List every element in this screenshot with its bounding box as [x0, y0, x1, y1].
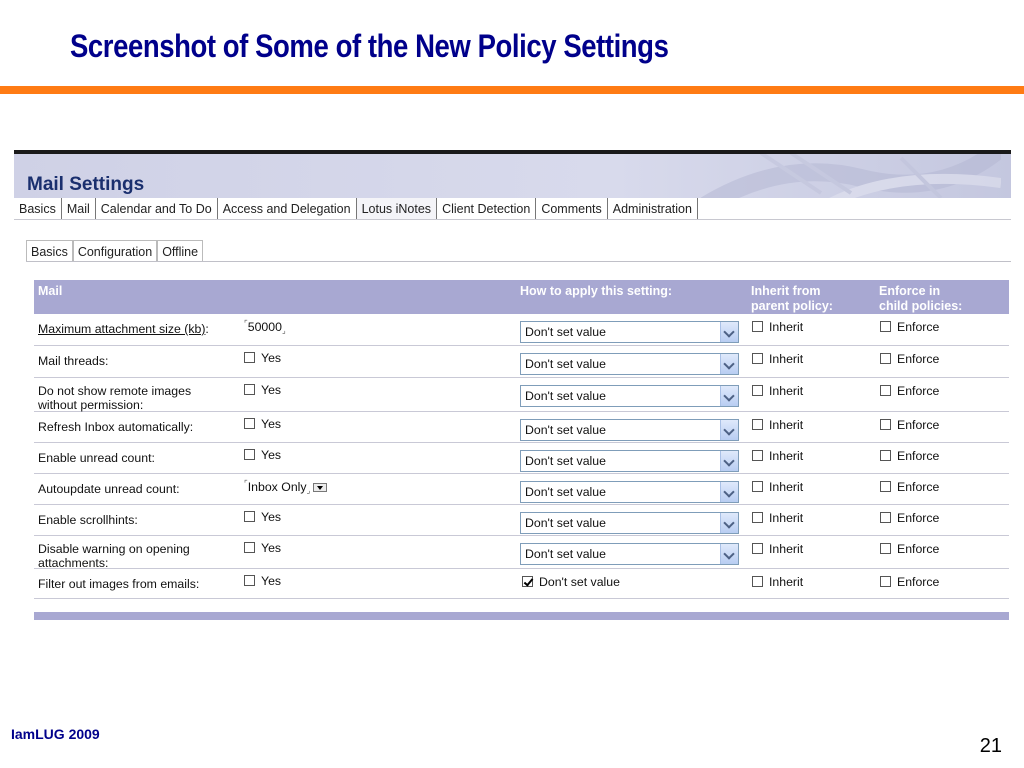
- setting-checkbox[interactable]: [244, 384, 255, 395]
- checkbox-box[interactable]: [752, 385, 763, 396]
- chevron-down-icon[interactable]: [720, 386, 738, 406]
- enforce-checkbox-label: Enforce: [897, 575, 940, 589]
- apply-setting-select[interactable]: [520, 385, 739, 407]
- checkbox-box[interactable]: [752, 353, 763, 364]
- enforce-checkbox[interactable]: [880, 480, 939, 494]
- tab-client-detection[interactable]: Client Detection: [437, 198, 536, 219]
- setting-value[interactable]: [244, 510, 281, 524]
- table-row: [34, 474, 1009, 505]
- subtab-basics[interactable]: Basics: [26, 240, 73, 262]
- setting-label-line1: Enable unread count:: [38, 451, 155, 465]
- enforce-checkbox-label: Enforce: [897, 542, 940, 556]
- apply-setting-select[interactable]: [520, 481, 739, 503]
- setting-label: [38, 482, 228, 496]
- checkbox-box[interactable]: [752, 481, 763, 492]
- inherit-checkbox[interactable]: [752, 449, 803, 463]
- header-inherit: [751, 284, 833, 314]
- window-banner: [14, 154, 1011, 198]
- apply-setting-selected-value: Don't set value: [525, 547, 606, 561]
- setting-label-line1: Disable warning on opening: [38, 542, 190, 556]
- table-row: [34, 346, 1009, 378]
- tab-basics[interactable]: Basics: [14, 198, 62, 219]
- inherit-checkbox[interactable]: [752, 320, 803, 334]
- inherit-checkbox[interactable]: [752, 418, 803, 432]
- enforce-checkbox-label: Enforce: [897, 511, 940, 525]
- enforce-checkbox[interactable]: [880, 384, 939, 398]
- checkbox-box[interactable]: [752, 512, 763, 523]
- setting-checkbox-label: Yes: [261, 510, 282, 524]
- apply-setting-select[interactable]: [520, 321, 739, 343]
- setting-checkbox[interactable]: [244, 511, 255, 522]
- setting-checkbox[interactable]: [244, 575, 255, 586]
- setting-label-line2: without permission:: [38, 398, 144, 412]
- setting-checkbox-label: Yes: [261, 574, 282, 588]
- setting-value[interactable]: [244, 383, 281, 397]
- enforce-checkbox[interactable]: [880, 575, 939, 589]
- setting-value[interactable]: [244, 574, 281, 588]
- checkbox-box[interactable]: [880, 576, 891, 587]
- field-open-bracket-icon: ⌜: [244, 479, 248, 488]
- header-enforce-line2: child policies:: [879, 299, 963, 313]
- checkbox-box[interactable]: [880, 353, 891, 364]
- setting-value[interactable]: [244, 351, 281, 365]
- setting-value[interactable]: [244, 448, 281, 462]
- header-section: Mail: [38, 284, 63, 298]
- apply-setting-selected-value: Don't set value: [525, 516, 606, 530]
- checkbox-box[interactable]: [880, 512, 891, 523]
- enforce-checkbox-label: Enforce: [897, 418, 940, 432]
- subtab-divider: [26, 261, 1011, 262]
- setting-checkbox-label: Yes: [261, 541, 282, 555]
- table-row: [34, 412, 1009, 443]
- table-row: [34, 443, 1009, 474]
- sub-tab-strip: [26, 240, 203, 262]
- checkbox-box[interactable]: [752, 576, 763, 587]
- subtab-configuration[interactable]: Configuration: [73, 240, 157, 262]
- inherit-checkbox-label: Inherit: [769, 418, 804, 432]
- tab-lotus-inotes[interactable]: Lotus iNotes: [357, 198, 437, 219]
- apply-setting-select[interactable]: [520, 512, 739, 534]
- enforce-checkbox[interactable]: [880, 542, 939, 556]
- inherit-checkbox[interactable]: [752, 352, 803, 366]
- field-close-bracket-icon: ⌟: [281, 326, 286, 335]
- setting-value[interactable]: [244, 417, 281, 431]
- setting-value[interactable]: [244, 319, 286, 335]
- checkbox-box[interactable]: [880, 419, 891, 430]
- apply-setting-selected-value: Don't set value: [525, 389, 606, 403]
- setting-text-value[interactable]: 50000: [247, 320, 282, 334]
- header-enforce: [879, 284, 962, 314]
- enforce-checkbox-label: Enforce: [897, 384, 940, 398]
- header-enforce-line1: Enforce in: [879, 284, 941, 298]
- table-row: [34, 505, 1009, 536]
- apply-setting-select[interactable]: [520, 353, 739, 375]
- setting-label-line1: Maximum attachment size (kb): [38, 322, 206, 336]
- setting-label-line1: Refresh Inbox automatically:: [38, 420, 194, 434]
- main-tab-strip: [14, 198, 1011, 220]
- table-row: [34, 536, 1009, 569]
- setting-label-line1: Do not show remote images: [38, 384, 192, 398]
- next-section-header: [34, 612, 1009, 620]
- chevron-down-icon[interactable]: [720, 322, 738, 342]
- chevron-down-icon[interactable]: [720, 513, 738, 533]
- chevron-down-icon[interactable]: [720, 420, 738, 440]
- enforce-checkbox[interactable]: [880, 449, 939, 463]
- footer-event: IamLUG 2009: [11, 726, 100, 742]
- checkbox-box[interactable]: [880, 321, 891, 332]
- apply-setting-selected-value: Don't set value: [525, 454, 606, 468]
- setting-checkbox[interactable]: [244, 418, 255, 429]
- checkbox-box[interactable]: [880, 543, 891, 554]
- title-rule: [0, 86, 1024, 94]
- header-apply: How to apply this setting:: [520, 284, 673, 298]
- checkbox-box[interactable]: [752, 543, 763, 554]
- setting-checkbox[interactable]: [244, 449, 255, 460]
- apply-setting-checkbox-label: Don't set value: [539, 575, 620, 589]
- table-row: [34, 314, 1009, 346]
- apply-setting-selected-value: Don't set value: [525, 423, 606, 437]
- enforce-checkbox-label: Enforce: [897, 352, 940, 366]
- setting-label-line1: Autoupdate unread count:: [38, 482, 180, 496]
- chevron-down-icon[interactable]: [720, 451, 738, 471]
- inherit-checkbox[interactable]: [752, 575, 803, 589]
- setting-label-line1: Enable scrollhints:: [38, 513, 138, 527]
- chevron-down-icon[interactable]: [720, 354, 738, 374]
- label-colon: :: [205, 322, 209, 336]
- banner-decoration-icon: [701, 154, 1001, 198]
- subtab-offline[interactable]: Offline: [157, 240, 203, 262]
- setting-label: [38, 322, 228, 336]
- table-header: [34, 280, 1009, 314]
- mail-settings-table: [34, 280, 1009, 599]
- table-body: [34, 314, 1009, 599]
- apply-setting-selected-value: Don't set value: [525, 485, 606, 499]
- setting-label: [38, 577, 228, 591]
- enforce-checkbox[interactable]: [880, 320, 939, 334]
- enforce-checkbox[interactable]: [880, 511, 939, 525]
- inherit-checkbox-label: Inherit: [769, 575, 804, 589]
- checkmark-icon[interactable]: [522, 576, 533, 587]
- setting-value[interactable]: [244, 479, 327, 495]
- checkbox-box[interactable]: [752, 321, 763, 332]
- tab-administration[interactable]: Administration: [608, 198, 698, 219]
- apply-setting-select[interactable]: [520, 543, 739, 565]
- apply-setting-select[interactable]: [520, 450, 739, 472]
- apply-setting-select[interactable]: [520, 419, 739, 441]
- inherit-checkbox-label: Inherit: [769, 511, 804, 525]
- enforce-checkbox[interactable]: [880, 352, 939, 366]
- inherit-checkbox-label: Inherit: [769, 480, 804, 494]
- inherit-checkbox-label: Inherit: [769, 384, 804, 398]
- setting-checkbox-label: Yes: [261, 383, 282, 397]
- checkbox-box[interactable]: [880, 385, 891, 396]
- apply-setting-checkbox[interactable]: [522, 575, 620, 589]
- field-open-bracket-icon: ⌜: [244, 319, 248, 328]
- chevron-down-icon[interactable]: [313, 483, 327, 492]
- field-close-bracket-icon: ⌟: [306, 486, 311, 495]
- checkbox-box[interactable]: [880, 450, 891, 461]
- inherit-checkbox[interactable]: [752, 384, 803, 398]
- checkbox-box[interactable]: [752, 419, 763, 430]
- inherit-checkbox[interactable]: [752, 480, 803, 494]
- apply-setting-selected-value: Don't set value: [525, 325, 606, 339]
- enforce-checkbox-label: Enforce: [897, 320, 940, 334]
- inherit-checkbox[interactable]: [752, 511, 803, 525]
- tab-access-and-delegation[interactable]: Access and Delegation: [218, 198, 357, 219]
- setting-value[interactable]: [244, 541, 281, 555]
- header-inherit-line1: Inherit from: [751, 284, 821, 298]
- slide-title: Screenshot of Some of the New Policy Settings: [70, 28, 669, 64]
- chevron-down-icon[interactable]: [720, 544, 738, 564]
- setting-checkbox-label: Yes: [261, 417, 282, 431]
- setting-checkbox[interactable]: [244, 542, 255, 553]
- apply-setting-selected-value: Don't set value: [525, 357, 606, 371]
- enforce-checkbox[interactable]: [880, 418, 939, 432]
- inherit-checkbox[interactable]: [752, 542, 803, 556]
- setting-label-line2: attachments:: [38, 556, 109, 570]
- setting-checkbox[interactable]: [244, 352, 255, 363]
- checkbox-box[interactable]: [752, 450, 763, 461]
- setting-label: [38, 420, 228, 434]
- inherit-checkbox-label: Inherit: [769, 352, 804, 366]
- tab-calendar-and-to-do[interactable]: Calendar and To Do: [96, 198, 218, 219]
- setting-label: [38, 354, 228, 368]
- page-number: 21: [979, 735, 1002, 757]
- inherit-checkbox-label: Inherit: [769, 449, 804, 463]
- table-row: [34, 378, 1009, 412]
- setting-label-line1: Filter out images from emails:: [38, 577, 200, 591]
- checkbox-box[interactable]: [880, 481, 891, 492]
- chevron-down-icon[interactable]: [720, 482, 738, 502]
- setting-label: [38, 451, 228, 465]
- tab-mail[interactable]: Mail: [62, 198, 96, 219]
- window-title: Mail Settings: [27, 174, 145, 195]
- setting-checkbox-label: Yes: [261, 351, 282, 365]
- enforce-checkbox-label: Enforce: [897, 449, 940, 463]
- inherit-checkbox-label: Inherit: [769, 320, 804, 334]
- enforce-checkbox-label: Enforce: [897, 480, 940, 494]
- setting-label: [38, 513, 228, 527]
- setting-label-line1: Mail threads:: [38, 354, 109, 368]
- mail-settings-screenshot: [14, 150, 1011, 620]
- setting-label: [38, 542, 228, 570]
- inherit-checkbox-label: Inherit: [769, 542, 804, 556]
- setting-checkbox-label: Yes: [261, 448, 282, 462]
- header-inherit-line2: parent policy:: [751, 299, 833, 313]
- table-row: [34, 569, 1009, 599]
- setting-label: [38, 384, 228, 412]
- tab-comments[interactable]: Comments: [536, 198, 607, 219]
- setting-dropdown-value[interactable]: Inbox Only: [247, 480, 307, 494]
